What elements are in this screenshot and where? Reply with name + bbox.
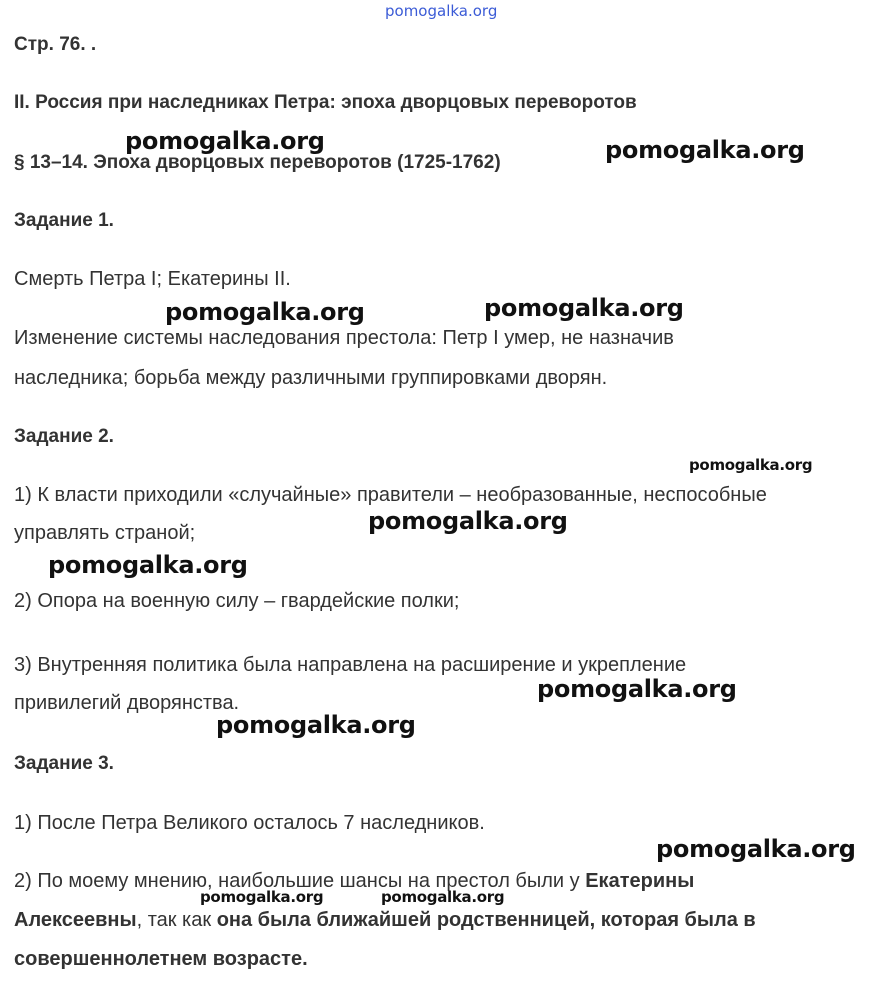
task3-item2-reason-part1: она была ближайшей родственницей, которая была в	[216, 909, 756, 931]
task3-item2-connector: , так как	[136, 909, 217, 931]
task1-heading: Задание 1.	[14, 210, 114, 231]
watermark-text: pomogalka.org	[200, 888, 324, 906]
task3-item2-name-part2: Алексеевны	[14, 909, 137, 931]
watermark-text: pomogalka.org	[484, 294, 684, 322]
watermark-text: pomogalka.org	[689, 456, 813, 474]
task3-item2-reason-part2: совершеннолетнем возрасте.	[14, 948, 308, 970]
task3-item2-line2	[14, 908, 756, 932]
task3-heading: Задание 3.	[14, 753, 114, 774]
task3-item1: 1) После Петра Великого осталось 7 наследников.	[14, 812, 485, 834]
watermark-text: pomogalka.org	[605, 136, 805, 164]
task3-item2-name-part1: Екатерины	[585, 870, 695, 892]
task2-item2: 2) Опора на военную силу – гвардейские полки;	[14, 590, 460, 612]
task2-item3-line1: 3) Внутренняя политика была направлена на расширение и укрепление	[14, 654, 687, 676]
watermark-text: pomogalka.org	[165, 298, 365, 326]
task2-heading: Задание 2.	[14, 426, 114, 447]
task1-paragraph-line2: наследника; борьба между различными группировками дворян.	[14, 367, 608, 389]
task1-answer-line: Смерть Петра I; Екатерины II.	[14, 268, 291, 290]
task1-paragraph-line1: Изменение системы наследования престола: Петр I умер, не назначив	[14, 327, 674, 349]
task2-item3-line2: привилегий дворянства.	[14, 692, 240, 714]
watermark-text: pomogalka.org	[216, 711, 416, 739]
task3-item2-line1	[14, 869, 694, 893]
watermark-text: pomogalka.org	[656, 835, 856, 863]
task2-item1-line2: управлять страной;	[14, 522, 196, 544]
chapter-title: II. Россия при наследниках Петра: эпоха дворцовых переворотов	[14, 92, 637, 113]
watermark-text: pomogalka.org	[368, 507, 568, 535]
task3-item2-prefix: 2) По моему мнению, наибольшие шансы на престол были у	[14, 870, 586, 892]
watermark-text: pomogalka.org	[125, 127, 325, 155]
task2-item1-line1: 1) К власти приходили «случайные» правители – необразованные, неспособные	[14, 484, 767, 506]
watermark-text: pomogalka.org	[48, 551, 248, 579]
page-reference: Стр. 76. .	[14, 34, 97, 55]
watermark-text: pomogalka.org	[381, 888, 505, 906]
site-watermark-top: pomogalka.org	[385, 2, 498, 20]
watermark-text: pomogalka.org	[537, 675, 737, 703]
section-title: § 13–14. Эпоха дворцовых переворотов (1725-1762)	[14, 152, 501, 173]
